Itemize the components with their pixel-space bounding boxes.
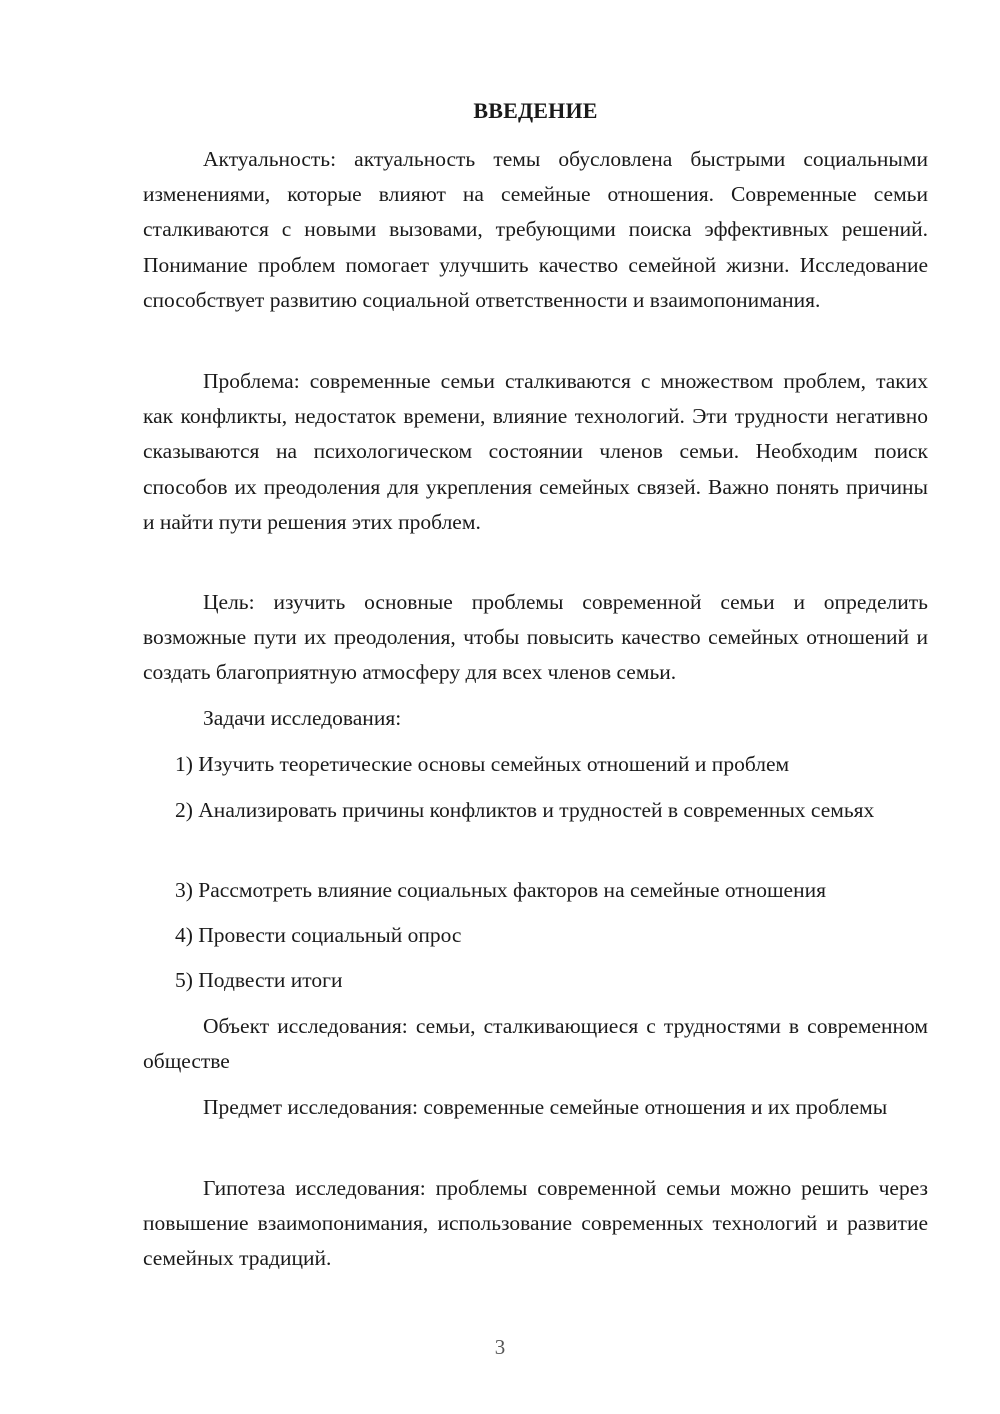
paragraph-problem: Проблема: современные семьи сталкиваются с множеством проблем, таких как конфликты, недостаток времени, влияние технологий. Эти трудности негативно сказываются на психологическом состоянии членов семьи. Необходим поиск способов их преодоления для укрепления семейных связей. Важно понять причины и найти пути решения этих проблем. — [143, 369, 928, 534]
page-title: ВВЕДЕНИЕ — [473, 98, 598, 123]
paragraph-relevance: Актуальность: актуальность темы обусловлена быстрыми социальными изменениями, которые влияют на семейные отношения. Современные семьи сталкиваются с новыми вызовами, требующими поиска эффективных решений. Понимание проблем помогает улучшить качество семейной жизни. Исследование способствует развитию социальной ответственности и взаимопонимания. — [143, 147, 928, 312]
task-item-1: 1) Изучить теоретические основы семейных отношений и проблем — [175, 752, 790, 776]
page-number: 3 — [494, 1335, 506, 1359]
task-item-2: 2) Анализировать причины конфликтов и трудностей в современных семьях — [175, 798, 875, 822]
task-item-5: 5) Подвести итоги — [175, 968, 343, 992]
paragraph-tasks-heading: Задачи исследования: — [203, 706, 402, 730]
paragraph-subject: Предмет исследования: современные семейные отношения и их проблемы — [203, 1095, 888, 1119]
task-item-4: 4) Провести социальный опрос — [175, 923, 462, 947]
task-item-3: 3) Рассмотреть влияние социальных факторов на семейные отношения — [175, 878, 826, 902]
paragraph-object: Объект исследования: семьи, сталкивающиеся с трудностями в современном обществе — [143, 1014, 928, 1074]
paragraph-hypothesis: Гипотеза исследования: проблемы современной семьи можно решить через повышение взаимопонимания, использование современных технологий и развитие семейных традиций. — [143, 1176, 928, 1271]
paragraph-goal: Цель: изучить основные проблемы современной семьи и определить возможные пути их преодоления, чтобы повысить качество семейных отношений и создать благоприятную атмосферу для всех членов семьи. — [143, 590, 928, 685]
